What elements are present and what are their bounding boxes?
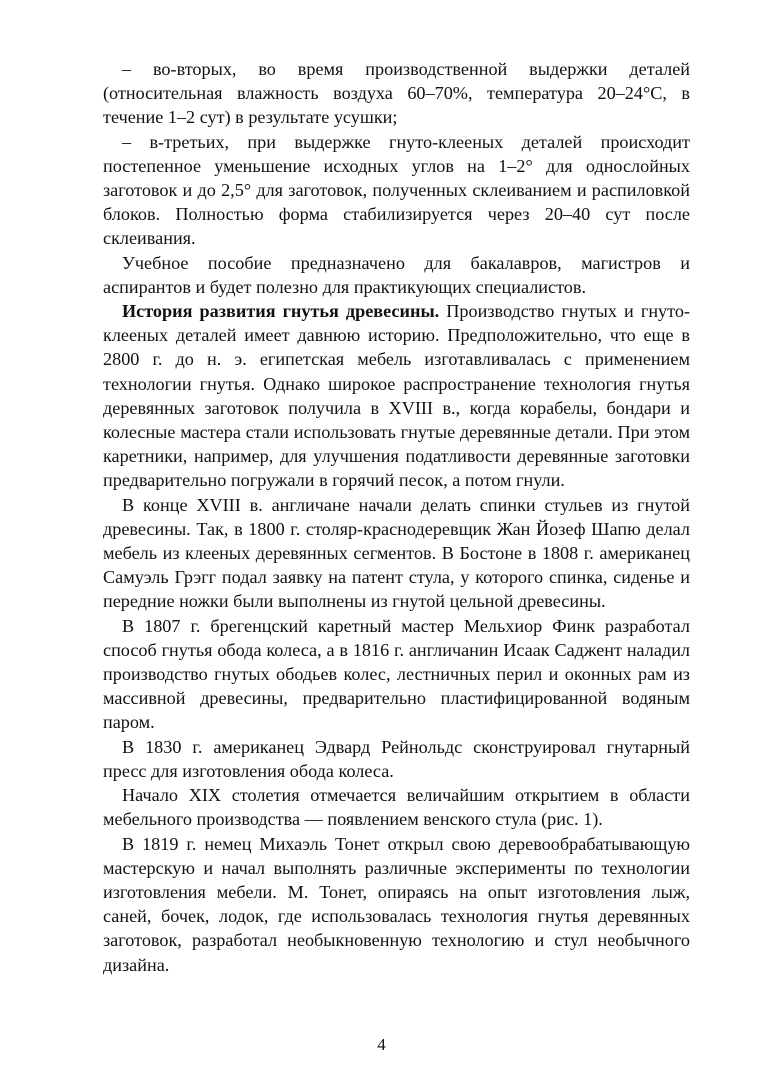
paragraph-secondly: – во-вторых, во время производственной выдержки деталей (относительная влажность воздуха 60–70%, температура 20–24°С, в течение 1–2 сут) в результате усушки; [103, 59, 690, 128]
paragraph-1830: В 1830 г. американец Эдвард Рейнольдс сконструировал гнутарный пресс для изготовления обода колеса. [103, 736, 690, 781]
paragraph-1819: В 1819 г. немец Михаэль Тонет открыл свою деревообрабатывающую мастерскую и начал выполнять различные эксперименты по технологии изготовления мебели. М. Тонет, опираясь на опыт изготовления лыж, саней, бочек, лодок, где использовалась технология гнутья деревянных заготовок, разработал необыкновенную технологию и стул необычного дизайна. [103, 833, 690, 975]
paragraph-audience: Учебное пособие предназначено для бакалавров, магистров и аспирантов и будет полезно для практикующих специалистов. [103, 252, 690, 297]
paragraph-18th-century: В конце XVIII в. англичане начали делать спинки стульев из гнутой древесины. Так, в 1800 г. столяр-краснодеревщик Жан Йозеф Шапю делал мебель из клееных деревянных сегментов. В Бостоне в 1808 г. американец Самуэль Грэгг подал заявку на патент стула, у которого спинка, сиденье и передние ножки были выполнены из гнутой цельной древесины. [103, 494, 690, 612]
paragraph-history [103, 299, 690, 493]
paragraph-1807: В 1807 г. брегенцский каретный мастер Мельхиор Финк разработал способ гнутья обода колеса, а в 1816 г. англичанин Исаак Саджент наладил производство гнутых ободьев колес, лестничных перил и оконных рам из массивной древесины, предварительно пластифицированной водяным паром. [103, 615, 690, 733]
section-heading: История развития гнутья древесины. [122, 301, 440, 322]
page-number: 4 [377, 1035, 386, 1054]
paragraph-history-text: Производство гнутых и гнуто-клееных деталей имеет давнюю историю. Предположительно, что еще в 2800 г. до н. э. египетская мебель изготавливалась с применением технологии гнутья. Однако широкое распространение технология гнутья деревянных заготовок получила в XVIII в., когда корабелы, бондари и колесные мастера стали использовать гнутые деревянные детали. При этом каретники, например, для улучшения податливости деревянные заготовки предварительно погружали в горячий песок, а потом гнули. [103, 301, 690, 491]
paragraph-thirdly: – в-третьих, при выдержке гнуто-клееных деталей происходит постепенное уменьшение исходных углов на 1–2° для однослойных заготовок и до 2,5° для заготовок, полученных склеиванием и распиловкой блоков. Полностью форма стабилизируется через 20–40 сут после склеивания. [103, 131, 690, 249]
body-text [103, 57, 690, 977]
paragraph-19th-century: Начало XIX столетия отмечается величайшим открытием в области мебельного производства — появлением венского стула (рис. 1). [103, 785, 690, 830]
